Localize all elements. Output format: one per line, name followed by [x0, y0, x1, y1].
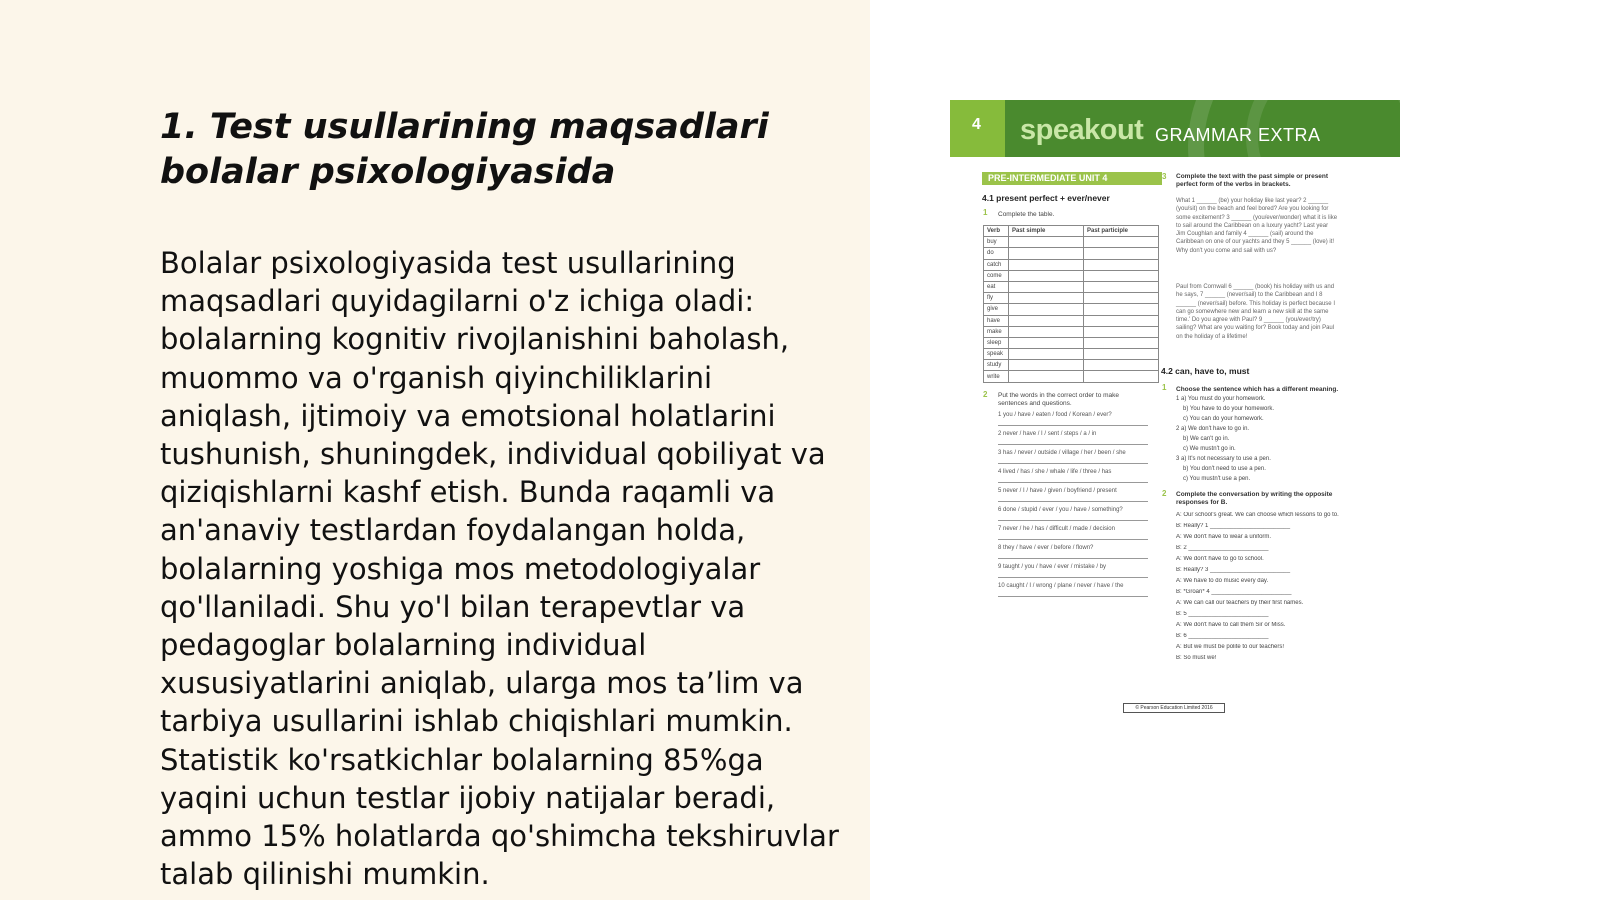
verb-cell: do: [984, 248, 1009, 259]
exercise-3-instruction: Complete the text with the past simple or present perfect form of the verbs in brackets.: [1176, 173, 1329, 188]
answer-cell: [1009, 281, 1084, 292]
list-item: 3 a) It's not necessary to use a pen.: [1176, 456, 1271, 462]
unit-label: PRE-INTERMEDIATE UNIT 4: [982, 172, 1162, 185]
list-item: c) You mustn't use a pen.: [1183, 476, 1251, 482]
verb-cell: give: [984, 304, 1009, 315]
table-row: [984, 349, 1159, 360]
table-header: Past participle: [1084, 226, 1159, 237]
verb-cell: buy: [984, 237, 1009, 248]
brand-logo: speakout: [1020, 114, 1144, 146]
answer-cell: [1009, 293, 1084, 304]
answer-cell: [1084, 259, 1159, 270]
verb-cell: eat: [984, 281, 1009, 292]
verb-cell: catch: [984, 259, 1009, 270]
verb-cell: make: [984, 326, 1009, 337]
table-row: [984, 315, 1159, 326]
answer-cell: [1084, 337, 1159, 348]
exercise-1-number: 1: [983, 208, 988, 217]
list-item: 1 you / have / eaten / food / Korean / ever?: [998, 412, 1148, 426]
list-item: B: 6 ________________________: [1176, 633, 1269, 639]
table-row: [984, 337, 1159, 348]
list-item: 5 never / I / have / given / boyfriend / present: [998, 488, 1148, 502]
worksheet-banner: [950, 100, 1400, 157]
list-item: A: Our school's great. We can choose which lessons to go to.: [1176, 512, 1339, 518]
table-row: [984, 248, 1159, 259]
list-item: B: 2 ________________________: [1176, 545, 1269, 551]
list-item: b) You have to do your homework.: [1183, 406, 1275, 412]
answer-cell: [1009, 237, 1084, 248]
list-item: b) We can't go in.: [1183, 436, 1230, 442]
section-1-title: 4.1 present perfect + ever/never: [982, 193, 1110, 203]
answer-cell: [1009, 371, 1084, 382]
exercise-5-instruction: Complete the conversation by writing the opposite responses for B.: [1176, 491, 1333, 506]
copyright-footer: © Pearson Education Limited 2016: [1123, 703, 1225, 713]
table-row: [984, 281, 1159, 292]
answer-cell: [1084, 304, 1159, 315]
brand-subtitle: GRAMMAR EXTRA: [1155, 125, 1321, 145]
section-2-title: 4.2 can, have to, must: [1161, 366, 1250, 376]
list-item: B: So must we!: [1176, 655, 1217, 661]
verb-cell: have: [984, 315, 1009, 326]
table-row: [984, 304, 1159, 315]
table-row: [984, 371, 1159, 382]
answer-cell: [1009, 349, 1084, 360]
list-item: 4 lived / has / she / whale / life / three / has: [998, 469, 1148, 483]
answer-cell: [1084, 360, 1159, 371]
answer-cell: [1009, 270, 1084, 281]
verb-table-body: [984, 237, 1159, 382]
list-item: 2 a) We don't have to go in.: [1176, 426, 1250, 432]
verb-table: [983, 225, 1159, 383]
list-item: b) You don't need to use a pen.: [1183, 466, 1266, 472]
verb-cell: come: [984, 270, 1009, 281]
list-item: B: 5 ________________________: [1176, 611, 1269, 617]
answer-cell: [1084, 371, 1159, 382]
list-item: c) We mustn't go in.: [1183, 446, 1236, 452]
exercise-2-instruction: Put the words in the correct order to make sentences and questions.: [998, 392, 1120, 407]
list-item: 9 taught / you / have / ever / mistake / by: [998, 564, 1148, 578]
list-item: A: We have to do music every day.: [1176, 578, 1269, 584]
list-item: 8 they / have / ever / before / flown?: [998, 545, 1148, 559]
verb-cell: speak: [984, 349, 1009, 360]
list-item: 7 never / he / has / difficult / made / decision: [998, 526, 1148, 540]
list-item: B: Really? 3 ________________________: [1176, 567, 1291, 573]
answer-cell: [1084, 326, 1159, 337]
unit-tab: [950, 100, 1005, 157]
list-item: A: We don't have to wear a uniform.: [1176, 534, 1272, 540]
list-item: A: We don't have to call them Sir or Miss.: [1176, 622, 1286, 628]
slide-body: Bolalar psixologiyasida test usullarining maqsadlari quyidagilarni o'z ichiga oladi: bolalarning kognitiv rivojlanishini baholash, muommo va o'rganish qiyinchiliklarini aniqlash, ijtimoiy va emotsional holatlarini tushunish, shuningdek, individual qobiliyat va qiziqishlarni kashf etish. Bunda raqamli va an'anaviy testlardan foydalangan holda, bolalarning yoshiga mos metodologiyalar qo'llaniladi. Shu yo'l bilan terapevtlar va pedagoglar bolalarning individual xususiyatlarini aniqlab, ularga mos ta’lim va tarbiya usullarini ishlab chiqishlari mumkin. Statistik ko'rsatkichlar bolalarning 85%ga yaqini uchun testlar ijobiy natijalar beradi, ammo 15% holatlarda qo'shimcha tekshiruvlar talab qilinishi mumkin.: [160, 246, 839, 892]
list-item: 3 has / never / outside / village / her / been / she: [998, 450, 1148, 464]
list-item: 1 a) You must do your homework.: [1176, 396, 1266, 402]
table-row: [984, 259, 1159, 270]
slide-title: 1. Test usullarining maqsadlari bolalar psixologiyasida: [160, 107, 769, 192]
list-item: 6 done / stupid / ever / you / have / something?: [998, 507, 1148, 521]
table-header: Past simple: [1009, 226, 1084, 237]
answer-cell: [1084, 237, 1159, 248]
list-item: 10 caught / I / wrong / plane / never / have / the: [998, 583, 1148, 597]
answer-cell: [1009, 337, 1084, 348]
exercise-3-paragraph-2: Paul from Cornwall 6 ______ (book) his holiday with us and he says, 7 ______ (never/sail) to the Caribbean and I 8 ______ (never/sail) before. This holiday is perfect because I can go somewhere new and learn a new skill at the same time.' Do you agree with Paul? 9 ______ (you/ever/try) sailing? What are you waiting for? Book today and join Paul on the holiday of a lifetime!: [1176, 284, 1335, 340]
exercise-1-instruction: Complete the table.: [998, 211, 1055, 218]
table-row: [984, 270, 1159, 281]
table-header: Verb: [984, 226, 1009, 237]
verb-cell: fly: [984, 293, 1009, 304]
list-item: B: Really? 1 ________________________: [1176, 523, 1291, 529]
answer-cell: [1009, 304, 1084, 315]
answer-cell: [1084, 293, 1159, 304]
exercise-4-number: 1: [1162, 383, 1167, 392]
exercise-4-instruction: Choose the sentence which has a different meaning.: [1176, 386, 1339, 393]
answer-cell: [1009, 248, 1084, 259]
table-row: [984, 360, 1159, 371]
unit-number: 4: [972, 116, 981, 133]
answer-cell: [1084, 281, 1159, 292]
verb-cell: study: [984, 360, 1009, 371]
verb-cell: sleep: [984, 337, 1009, 348]
answer-cell: [1009, 259, 1084, 270]
table-row: [984, 237, 1159, 248]
list-item: A: We can call our teachers by their first names.: [1176, 600, 1304, 606]
list-item: 2 never / have / I / sent / steps / a / in: [998, 431, 1148, 445]
answer-cell: [1009, 315, 1084, 326]
table-row: [984, 293, 1159, 304]
list-item: c) You can do your homework.: [1183, 416, 1264, 422]
answer-cell: [1084, 315, 1159, 326]
worksheet-image: [950, 100, 1400, 740]
answer-cell: [1009, 360, 1084, 371]
verb-cell: write: [984, 371, 1009, 382]
exercise-5-number: 2: [1162, 489, 1167, 498]
list-item: A: But we must be polite to our teachers!: [1176, 644, 1285, 650]
list-item: B: *Groan* 4 ________________________: [1176, 589, 1292, 595]
list-item: A: We don't have to go to school.: [1176, 556, 1264, 562]
answer-cell: [1084, 270, 1159, 281]
answer-cell: [1084, 248, 1159, 259]
exercise-3-number: 3: [1162, 172, 1167, 181]
answer-cell: [1009, 326, 1084, 337]
table-row: [984, 326, 1159, 337]
answer-cell: [1084, 349, 1159, 360]
exercise-2-number: 2: [983, 390, 988, 399]
exercise-3-paragraph-1: What 1 ______ (be) your holiday like last year? 2 ______ (you/sit) on the beach and feel bored? Are you looking for some excitement? 3 ______ (you/ever/wonder) what it is like to sail around the Caribbean on a luxury yacht? Last year Jim Coughlan and family 4 ______ (sail) around the Caribbean on one of our yachts and they 5 ______ (love) it! Why don't you come and sail with us?: [1176, 198, 1338, 254]
